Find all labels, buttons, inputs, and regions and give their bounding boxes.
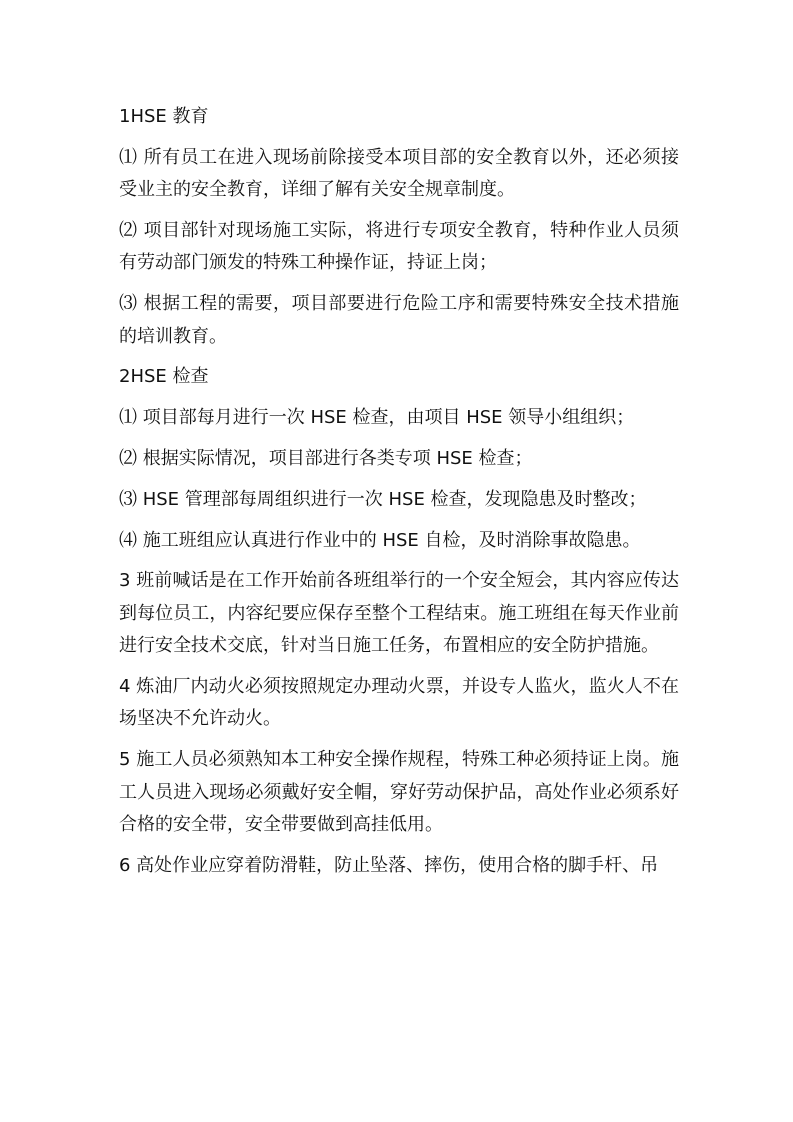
paragraph: ⑵ 项目部针对现场施工实际，将进行专项安全教育，特种作业人员须有劳动部门颁发的特殊工种操作证，持证上岗； xyxy=(119,220,679,274)
paragraph: 3 班前喊话是在工作开始前各班组举行的一个安全短会，其内容应传达到每位员工，内容纪要应保存至整个工程结束。施工班组在每天作业前进行安全技术交底，针对当日施工任务，布置相应的安全防护措施。 xyxy=(119,570,679,657)
paragraph: 5 施工人员必须熟知本工种安全操作规程，特殊工种必须持证上岗。施工人员进入现场必须戴好安全帽，穿好劳动保护品，高处作业必须系好合格的安全带，安全带要做到高挂低用。 xyxy=(119,749,679,836)
paragraph: ⑶ HSE 管理部每周组织进行一次 HSE 检查，发现隐患及时整改； xyxy=(119,488,647,510)
paragraph: ⑵ 根据实际情况，项目部进行各类专项 HSE 检查； xyxy=(119,448,533,469)
document-body xyxy=(119,101,679,891)
paragraph: ⑴ 项目部每月进行一次 HSE 检查，由项目 HSE 领导小组组织； xyxy=(119,407,635,429)
paragraph: ⑶ 根据工程的需要，项目部要进行危险工序和需要特殊安全技术措施的培训教育。 xyxy=(119,293,679,347)
section-heading-hse-education: 1HSE 教育 xyxy=(119,106,209,127)
paragraph: 6 高处作业应穿着防滑鞋，防止坠落、摔伤，使用合格的脚手杆、吊 xyxy=(119,854,659,876)
paragraph: 4 炼油厂内动火必须按照规定办理动火票，并设专人监火，监火人不在场坚决不允许动火。 xyxy=(119,676,679,730)
section-heading-hse-inspection: 2HSE 检查 xyxy=(119,366,209,388)
paragraph: ⑷ 施工班组应认真进行作业中的 HSE 自检，及时消除事故隐患。 xyxy=(119,529,641,551)
paragraph: ⑴ 所有员工在进入现场前除接受本项目部的安全教育以外，还必须接受业主的安全教育，详细了解有关安全规章制度。 xyxy=(119,146,679,201)
